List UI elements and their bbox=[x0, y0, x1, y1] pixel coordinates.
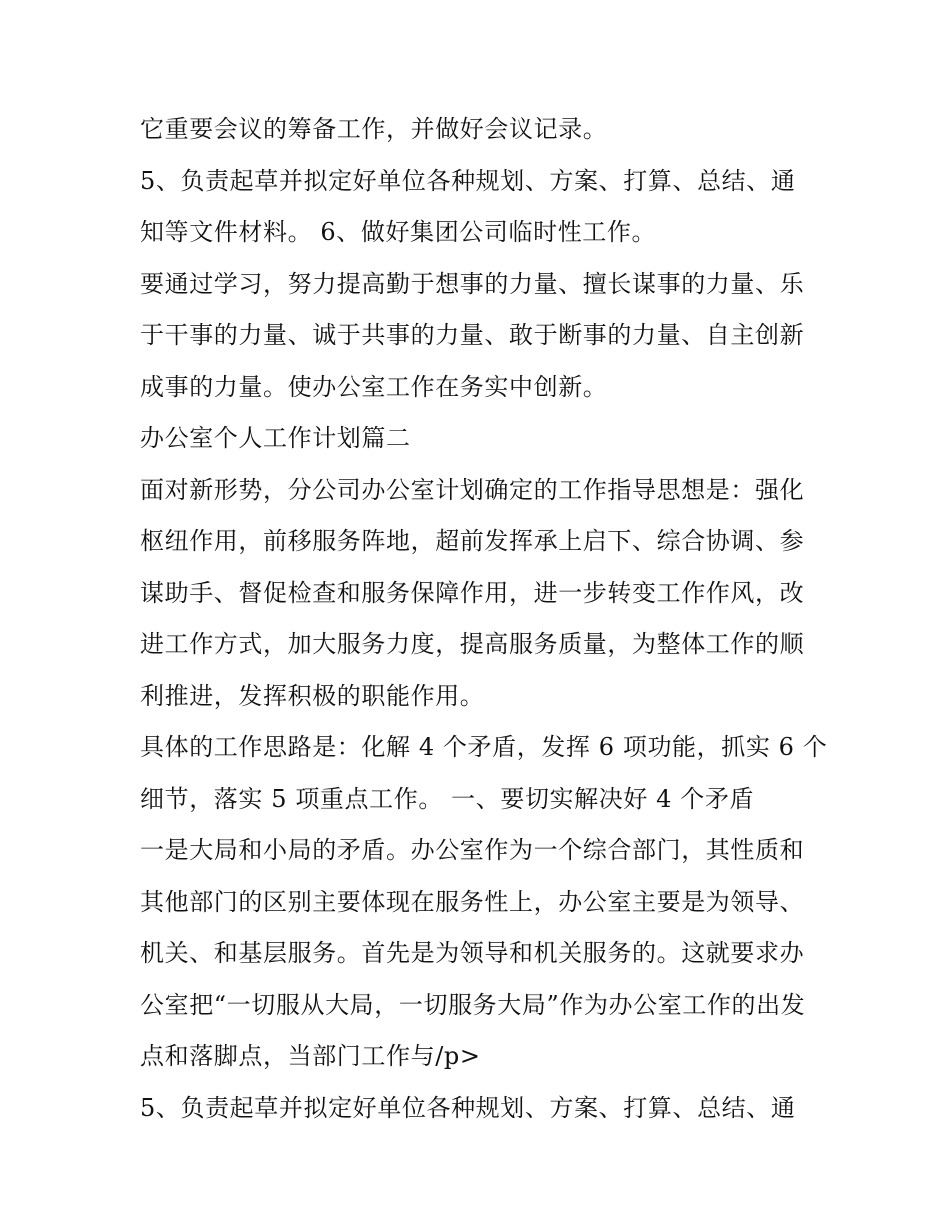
text-line: 利推进，发挥积极的职能作用。 bbox=[140, 681, 485, 710]
text-line: 面对新形势，分公司办公室计划确定的工作指导思想是：强化 bbox=[140, 475, 805, 504]
text-line: 成事的力量。使办公室工作在务实中创新。 bbox=[140, 372, 608, 401]
text-line: 机关、和基层服务。首先是为领导和机关服务的。这就要求办 bbox=[140, 939, 805, 967]
text-line: 公室把“一切服从大局，一切服务大局”作为办公室工作的出发 bbox=[140, 990, 806, 1019]
document-body bbox=[140, 104, 830, 1134]
text-line: 枢纽作用，前移服务阵地，超前发挥承上启下、综合协调、参 bbox=[140, 527, 805, 555]
text-line: 5、负责起草并拟定好单位各种规划、方案、打算、总结、通 bbox=[140, 166, 796, 195]
text-line: 于干事的力量、诚于共事的力量、敢于断事的力量、自主创新 bbox=[140, 321, 805, 349]
text-line: 5、负责起草并拟定好单位各种规划、方案、打算、总结、通 bbox=[140, 1093, 796, 1122]
text-line: 谋助手、督促检查和服务保障作用，进一步转变工作作风，改 bbox=[140, 578, 805, 607]
text-line: 进工作方式，加大服务力度，提高服务质量，为整体工作的顺 bbox=[140, 630, 805, 658]
text-line: 具体的工作思路是：化解 4 个矛盾，发挥 6 项功能，抓实 6 个 bbox=[140, 733, 828, 761]
text-line: 其他部门的区别主要体现在服务性上，办公室主要是为领导、 bbox=[140, 887, 805, 916]
text-line: 它重要会议的筹备工作，并做好会议记录。 bbox=[140, 115, 608, 143]
text-line: 知等文件材料。 6、做好集团公司临时性工作。 bbox=[140, 218, 657, 246]
text-line: 细节，落实 5 项重点工作。 一、要切实解决好 4 个矛盾 bbox=[140, 784, 755, 813]
text-line: 要通过学习，努力提高勤于想事的力量、擅长谋事的力量、乐 bbox=[140, 269, 805, 298]
section-heading: 办公室个人工作计划篇二 bbox=[140, 424, 411, 452]
text-line: 一是大局和小局的矛盾。办公室作为一个综合部门，其性质和 bbox=[140, 836, 805, 864]
text-line: 点和落脚点，当部门工作与/p> bbox=[140, 1042, 481, 1070]
